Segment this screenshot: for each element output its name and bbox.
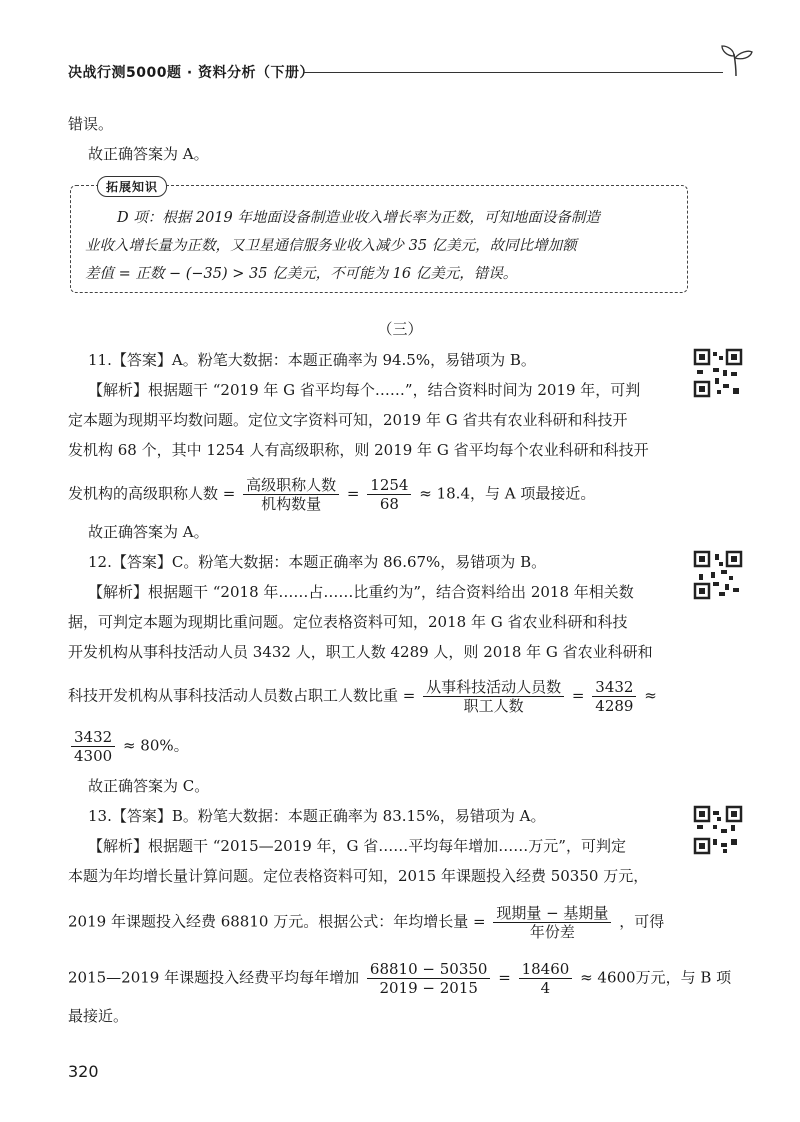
fraction-denominator: 4300 bbox=[74, 747, 113, 765]
sprout-icon bbox=[716, 42, 756, 78]
section-title: （三） bbox=[377, 320, 423, 338]
page-number: 320 bbox=[68, 1062, 99, 1081]
approx-sign: ≈ bbox=[644, 686, 657, 705]
qr-code-q13[interactable] bbox=[693, 805, 743, 855]
fraction-numerator: 3432 bbox=[71, 728, 115, 747]
equals-sign: = bbox=[498, 968, 511, 987]
tip-box bbox=[70, 180, 688, 293]
equals-sign: = bbox=[571, 686, 585, 705]
q13-calc-pre: 2015—2019 年课题投入经费平均每年增加 bbox=[68, 968, 360, 987]
q12-answer: 12.【答案】C。粉笔大数据：本题正确率为 86.67%，易错项为 B。 bbox=[88, 553, 547, 571]
fraction-denominator: 68 bbox=[379, 495, 399, 513]
q13-calc-line bbox=[68, 960, 732, 997]
tip-line-3: 差值 = 正数 − (−35) > 35 亿美元，不可能为 16 亿美元，错误。 bbox=[85, 266, 518, 282]
qr-code-icon bbox=[693, 805, 743, 855]
q11-answer: 11.【答案】A。粉笔大数据：本题正确率为 94.5%，易错项为 B。 bbox=[88, 351, 536, 369]
fraction-denominator: 4 bbox=[540, 979, 551, 997]
fraction-denominator: 4289 bbox=[595, 697, 634, 715]
q11-fraction-formula bbox=[243, 476, 339, 513]
q13-closing: 最接近。 bbox=[68, 1007, 129, 1025]
q13-analysis-line-1: 【解析】根据题干 “2015—2019 年，G 省……平均每年增加……万元”，可判定 bbox=[88, 837, 626, 855]
q13-formula-line bbox=[68, 904, 665, 941]
q12-fraction-values bbox=[592, 678, 636, 715]
fraction-denominator: 2019 − 2015 bbox=[379, 979, 478, 997]
q12-analysis-line-1: 【解析】根据题干 “2018 年……占……比重约为”，结合资料给出 2018 年相关数 bbox=[88, 583, 634, 601]
fraction-numerator: 高级职称人数 bbox=[243, 476, 339, 495]
q11-analysis-line-1: 【解析】根据题干 “2019 年 G 省平均每个……”，结合资料时间为 2019 年，可判 bbox=[88, 381, 641, 399]
book-title: 决战行测5000题 · 资料分析（下册） bbox=[68, 65, 315, 81]
q11-fraction-values bbox=[367, 476, 411, 513]
q11-analysis-line-3: 发机构 68 个，其中 1254 人有高级职称，则 2019 年 G 省平均每个农业科研和科技开 bbox=[68, 441, 649, 459]
q11-formula-post: ≈ 18.4，与 A 项最接近。 bbox=[419, 484, 596, 503]
tip-line-1: D 项：根据 2019 年地面设备制造业收入增长率为正数，可知地面设备制造 bbox=[117, 210, 600, 226]
q12-fraction-formula bbox=[423, 678, 564, 715]
fraction-numerator: 68810 − 50350 bbox=[367, 960, 491, 979]
fraction-numerator: 从事科技活动人员数 bbox=[423, 678, 564, 697]
tip-line-2: 业收入增长量为正数，又卫星通信服务业收入减少 35 亿美元，故同比增加额 bbox=[85, 238, 577, 254]
fraction-numerator: 18460 bbox=[519, 960, 573, 979]
q11-analysis-line-2: 定本题为现期平均数问题。定位文字资料可知，2019 年 G 省共有农业科研和科技开 bbox=[68, 411, 628, 429]
header-rule bbox=[303, 72, 723, 73]
q12-analysis-line-2: 据，可判定本题为现期比重问题。定位表格资料可知，2018 年 G 省农业科研和科技 bbox=[68, 613, 628, 631]
fraction-denominator: 年份差 bbox=[529, 923, 575, 941]
q12-formula-line bbox=[68, 678, 657, 715]
continuation-text: 错误。 bbox=[68, 115, 114, 133]
qr-code-q11[interactable] bbox=[693, 348, 743, 398]
q13-analysis-line-2: 本题为年均增长量计算问题。定位表格资料可知，2015 年课题投入经费 50350 万元， bbox=[68, 867, 649, 885]
fraction-numerator: 现期量 − 基期量 bbox=[493, 904, 611, 923]
qr-code-q12[interactable] bbox=[693, 550, 743, 600]
fraction-denominator: 机构数量 bbox=[261, 495, 322, 513]
conclusion-text: 故正确答案为 A。 bbox=[88, 145, 209, 163]
q12-formula-pre: 科技开发机构从事科技活动人员数占职工人数比重 = bbox=[68, 686, 416, 705]
q11-formula-line bbox=[68, 476, 648, 513]
q13-fraction-values bbox=[519, 960, 573, 997]
q12-analysis-line-3: 开发机构从事科技活动人员 3432 人，职工人数 4289 人，则 2018 年 G 省农业科研和 bbox=[68, 643, 653, 661]
tip-label: 拓展知识 bbox=[97, 176, 167, 197]
qr-code-icon bbox=[693, 348, 743, 398]
equals-sign: = bbox=[346, 484, 360, 503]
q12-result-line bbox=[68, 728, 648, 765]
fraction-numerator: 3432 bbox=[592, 678, 636, 697]
q12-conclusion: 故正确答案为 C。 bbox=[88, 777, 210, 795]
q11-conclusion: 故正确答案为 A。 bbox=[88, 523, 209, 541]
qr-code-icon bbox=[693, 550, 743, 600]
q13-formula-post: ，可得 bbox=[619, 912, 665, 931]
q13-formula-pre: 2019 年课题投入经费 68810 万元。根据公式：年均增长量 = bbox=[68, 912, 486, 931]
q12-result-post: ≈ 80%。 bbox=[122, 736, 189, 755]
fraction-denominator: 职工人数 bbox=[463, 697, 524, 715]
running-header bbox=[68, 62, 758, 84]
q13-calc-post: ≈ 4600万元，与 B 项 bbox=[580, 968, 732, 987]
q13-fraction-difference bbox=[367, 960, 491, 997]
q12-fraction-approx bbox=[71, 728, 115, 765]
q13-fraction-formula bbox=[493, 904, 611, 941]
fraction-numerator: 1254 bbox=[367, 476, 411, 495]
q11-formula-pre: 发机构的高级职称人数 = bbox=[68, 484, 236, 503]
q13-answer: 13.【答案】B。粉笔大数据：本题正确率为 83.15%，易错项为 A。 bbox=[88, 807, 546, 825]
